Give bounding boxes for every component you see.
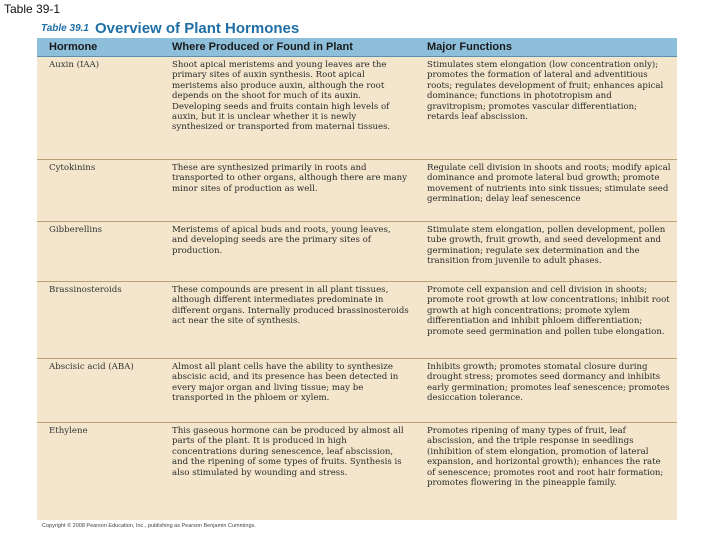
table-row bbox=[37, 359, 677, 423]
cell-functions: Regulate cell division in shoots and roots; modify apical dominance and promote lateral bud growth; promote movement of nutrients into sink tissues; stimulate seed germination; delay leaf senescence bbox=[427, 163, 671, 205]
cell-functions: Inhibits growth; promotes stomatal closure during drought stress; promotes seed dormancy and inhibits early germination; promotes leaf senescence; promotes desiccation tolerance. bbox=[427, 362, 670, 404]
header-hormone: Hormone bbox=[49, 41, 98, 53]
cell-functions: Stimulates stem elongation (low concentration only); promotes the formation of lateral and adventitious roots; regulates development of fruit; enhances apical dominance; functions in phototropism and gravitropism; promotes vascular differentiation; retards leaf abscission. bbox=[427, 60, 664, 123]
slide-label: Table 39-1 bbox=[4, 2, 61, 16]
table-row bbox=[37, 423, 677, 520]
table-header-row bbox=[37, 38, 677, 57]
cell-where: Meristems of apical buds and roots, young leaves, and developing seeds are the primary sites of production. bbox=[172, 225, 391, 256]
cell-functions: Promotes ripening of many types of fruit, leaf abscission, and the triple response in seedlings (inhibition of stem elongation, promotion of lateral expansion, and horizontal growth); enhances the rate of senescence; promotes root and root hair formation; promotes flowering in the pineapple family. bbox=[427, 426, 664, 489]
cell-functions: Promote cell expansion and cell division in shoots; promote root growth at low concentrations; inhibit root growth at high concentrations; promote xylem differentiation and inhibit phloem differentiation; promote seed germination and pollen tube elongation. bbox=[427, 285, 670, 337]
table-body bbox=[37, 57, 677, 520]
cell-hormone: Gibberellins bbox=[49, 225, 103, 235]
copyright-notice: Copyright © 2008 Pearson Education, Inc., publishing as Pearson Benjamin Cummings. bbox=[42, 523, 256, 529]
cell-hormone: Cytokinins bbox=[49, 163, 96, 173]
cell-where: These are synthesized primarily in roots and transported to other organs, although there are many minor sites of production as well. bbox=[172, 163, 407, 194]
plant-hormones-table bbox=[37, 18, 677, 520]
cell-hormone: Brassinosteroids bbox=[49, 285, 122, 295]
table-row bbox=[37, 160, 677, 222]
cell-where: Shoot apical meristems and young leaves are the primary sites of auxin synthesis. Root apical meristems also produce auxin, although the root depends on the shoot for much of its auxin. Developing seeds and fruits contain high levels of auxin, but it is unclear whether it is newly synthesized or transported from maternal tissues. bbox=[172, 60, 391, 133]
cell-functions: Stimulate stem elongation, pollen development, pollen tube growth, fruit growth, and seed development and germination; regulate sex determination and the transition from juvenile to adult phases. bbox=[427, 225, 666, 267]
header-where-produced: Where Produced or Found in Plant bbox=[172, 41, 353, 53]
cell-hormone: Ethylene bbox=[49, 426, 88, 436]
header-major-functions: Major Functions bbox=[427, 41, 512, 53]
table-row bbox=[37, 282, 677, 359]
table-row bbox=[37, 222, 677, 282]
cell-hormone: Abscisic acid (ABA) bbox=[49, 362, 134, 372]
cell-where: This gaseous hormone can be produced by almost all parts of the plant. It is produced in high concentrations during senescence, leaf abscission, and the ripening of some types of fruits. Synthesis is also stimulated by wounding and stress. bbox=[172, 426, 404, 478]
cell-where: Almost all plant cells have the ability to synthesize abscisic acid, and its presence has been detected in every major organ and living tissue; may be transported in the phloem or xylem. bbox=[172, 362, 399, 404]
table-row bbox=[37, 57, 677, 160]
table-number: Table 39.1 bbox=[41, 22, 89, 34]
cell-where: These compounds are present in all plant tissues, although different intermediates predominate in different organs. Internally produced brassinosteroids act near the site of synthesis. bbox=[172, 285, 409, 327]
cell-hormone: Auxin (IAA) bbox=[49, 60, 100, 70]
table-title-bar bbox=[37, 18, 677, 38]
table-title: Overview of Plant Hormones bbox=[95, 19, 300, 37]
